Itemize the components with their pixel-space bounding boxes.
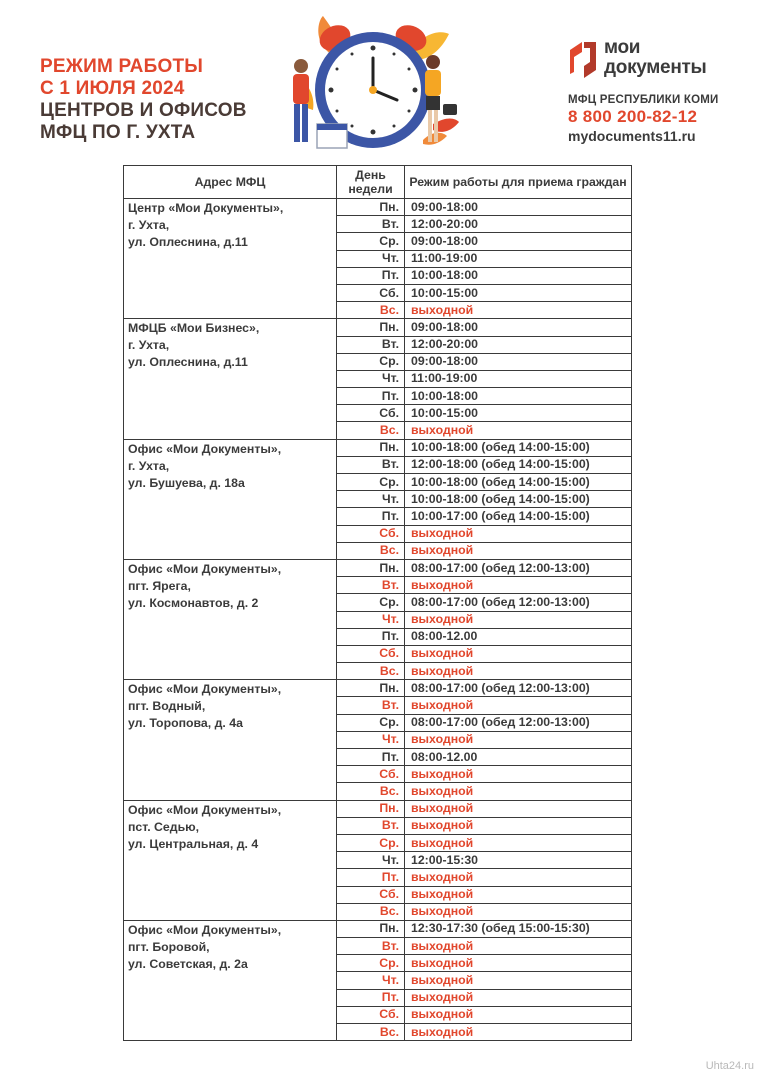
weekday-cell: Ср. xyxy=(337,955,405,972)
working-hours-cell: 12:00-20:00 xyxy=(405,216,632,233)
weekday-cell: Пн. xyxy=(337,680,405,697)
weekday-cell: Ср. xyxy=(337,353,405,370)
day-off-cell: выходной xyxy=(405,731,632,748)
day-off-cell: выходной xyxy=(405,577,632,594)
weekday-cell: Вт. xyxy=(337,577,405,594)
weekday-cell: Пн. xyxy=(337,439,405,456)
day-off-cell: выходной xyxy=(405,663,632,680)
brand-name-line2: документы xyxy=(604,57,707,78)
working-hours-cell: 12:30-17:30 (обед 15:00-15:30) xyxy=(405,920,632,937)
working-hours-cell: 10:00-18:00 (обед 14:00-15:00) xyxy=(405,491,632,508)
weekday-cell: Ср. xyxy=(337,594,405,611)
working-hours-cell: 10:00-18:00 (обед 14:00-15:00) xyxy=(405,474,632,491)
day-off-cell: выходной xyxy=(405,834,632,851)
phone-number: 8 800 200-82-12 xyxy=(568,107,698,126)
office-address: Офис «Мои Документы», пгт. Водный, ул. Торопова, д. 4а xyxy=(124,680,337,800)
day-off-cell: выходной xyxy=(405,525,632,542)
table-row xyxy=(124,439,632,456)
weekday-cell: Чт. xyxy=(337,731,405,748)
working-hours-cell: 10:00-15:00 xyxy=(405,284,632,301)
weekday-cell: Вт. xyxy=(337,336,405,353)
title-line-2: С 1 ИЮЛЯ 2024 xyxy=(40,78,185,99)
weekday-cell: Ср. xyxy=(337,834,405,851)
working-hours-cell: 11:00-19:00 xyxy=(405,370,632,387)
weekday-cell: Пт. xyxy=(337,628,405,645)
day-off-cell: выходной xyxy=(405,938,632,955)
working-hours-cell: 10:00-15:00 xyxy=(405,405,632,422)
working-hours-cell: 09:00-18:00 xyxy=(405,353,632,370)
weekday-cell: Чт. xyxy=(337,250,405,267)
weekday-cell: Вт. xyxy=(337,938,405,955)
weekday-cell: Сб. xyxy=(337,645,405,662)
brand-name-line1: мои xyxy=(604,37,641,58)
office-address: Офис «Мои Документы», г. Ухта, ул. Бушуева, д. 18а xyxy=(124,439,337,559)
weekday-cell: Пн. xyxy=(337,559,405,576)
working-hours-cell: 08:00-17:00 (обед 12:00-13:00) xyxy=(405,559,632,576)
weekday-cell: Вс. xyxy=(337,903,405,920)
office-address: Офис «Мои Документы», пгт. Ярега, ул. Космонавтов, д. 2 xyxy=(124,559,337,679)
weekday-cell: Сб. xyxy=(337,766,405,783)
weekday-cell: Вт. xyxy=(337,817,405,834)
weekday-cell: Пн. xyxy=(337,920,405,937)
office-address: Офис «Мои Документы», пст. Седью, ул. Центральная, д. 4 xyxy=(124,800,337,920)
day-off-cell: выходной xyxy=(405,800,632,817)
contacts xyxy=(568,94,758,144)
working-hours-cell: 12:00-18:00 (обед 14:00-15:00) xyxy=(405,456,632,473)
weekday-cell: Чт. xyxy=(337,972,405,989)
working-hours-cell: 10:00-18:00 xyxy=(405,388,632,405)
weekday-cell: Пт. xyxy=(337,388,405,405)
title-line-1: РЕЖИМ РАБОТЫ xyxy=(40,56,204,77)
title-line-3: ЦЕНТРОВ И ОФИСОВ xyxy=(40,100,247,121)
day-off-cell: выходной xyxy=(405,1006,632,1023)
working-hours-cell: 08:00-12.00 xyxy=(405,628,632,645)
weekday-cell: Пн. xyxy=(337,319,405,336)
weekday-cell: Пн. xyxy=(337,800,405,817)
working-hours-cell: 08:00-17:00 (обед 12:00-13:00) xyxy=(405,680,632,697)
day-off-cell: выходной xyxy=(405,817,632,834)
schedule-body xyxy=(124,199,632,1041)
working-hours-cell: 08:00-12.00 xyxy=(405,749,632,766)
table-row xyxy=(124,800,632,817)
working-hours-cell: 08:00-17:00 (обед 12:00-13:00) xyxy=(405,714,632,731)
brand-logo xyxy=(566,38,756,88)
weekday-cell: Вс. xyxy=(337,302,405,319)
weekday-cell: Пт. xyxy=(337,869,405,886)
brand-name xyxy=(604,38,706,78)
working-hours-cell: 09:00-18:00 xyxy=(405,199,632,216)
watermark: Uhta24.ru xyxy=(705,1060,754,1072)
weekday-cell: Чт. xyxy=(337,852,405,869)
working-hours-cell: 10:00-18:00 xyxy=(405,267,632,284)
day-off-cell: выходной xyxy=(405,766,632,783)
weekday-cell: Вт. xyxy=(337,697,405,714)
weekday-cell: Пт. xyxy=(337,749,405,766)
day-off-cell: выходной xyxy=(405,783,632,800)
working-hours-cell: 09:00-18:00 xyxy=(405,319,632,336)
working-hours-cell: 12:00-20:00 xyxy=(405,336,632,353)
weekday-cell: Ср. xyxy=(337,474,405,491)
page-title xyxy=(40,56,300,144)
title-line-4: МФЦ ПО Г. УХТА xyxy=(40,122,196,143)
office-address: Центр «Мои Документы», г. Ухта, ул. Оплеснина, д.11 xyxy=(124,199,337,319)
day-off-cell: выходной xyxy=(405,1024,632,1041)
table-row xyxy=(124,319,632,336)
table-header-row xyxy=(124,166,632,199)
weekday-cell: Вт. xyxy=(337,456,405,473)
table-row xyxy=(124,680,632,697)
header-hours: Режим работы для приема граждан xyxy=(405,166,632,199)
weekday-cell: Пт. xyxy=(337,989,405,1006)
header-day: День недели xyxy=(337,166,405,199)
weekday-cell: Чт. xyxy=(337,491,405,508)
day-off-cell: выходной xyxy=(405,972,632,989)
office-address: МФЦБ «Мои Бизнес», г. Ухта, ул. Оплеснина, д.11 xyxy=(124,319,337,439)
weekday-cell: Чт. xyxy=(337,370,405,387)
logo-icon xyxy=(566,40,600,80)
working-hours-cell: 10:00-17:00 (обед 14:00-15:00) xyxy=(405,508,632,525)
schedule-table xyxy=(123,165,632,1041)
day-off-cell: выходной xyxy=(405,989,632,1006)
weekday-cell: Сб. xyxy=(337,525,405,542)
weekday-cell: Пт. xyxy=(337,508,405,525)
weekday-cell: Вс. xyxy=(337,422,405,439)
weekday-cell: Вс. xyxy=(337,542,405,559)
day-off-cell: выходной xyxy=(405,955,632,972)
header-address: Адрес МФЦ xyxy=(124,166,337,199)
day-off-cell: выходной xyxy=(405,645,632,662)
weekday-cell: Сб. xyxy=(337,886,405,903)
weekday-cell: Вс. xyxy=(337,663,405,680)
day-off-cell: выходной xyxy=(405,422,632,439)
weekday-cell: Пт. xyxy=(337,267,405,284)
working-hours-cell: 10:00-18:00 (обед 14:00-15:00) xyxy=(405,439,632,456)
working-hours-cell: 12:00-15:30 xyxy=(405,852,632,869)
working-hours-cell: 08:00-17:00 (обед 12:00-13:00) xyxy=(405,594,632,611)
weekday-cell: Вс. xyxy=(337,1024,405,1041)
weekday-cell: Вт. xyxy=(337,216,405,233)
office-address: Офис «Мои Документы», пгт. Боровой, ул. Советская, д. 2а xyxy=(124,920,337,1040)
weekday-cell: Сб. xyxy=(337,1006,405,1023)
weekday-cell: Сб. xyxy=(337,284,405,301)
working-hours-cell: 11:00-19:00 xyxy=(405,250,632,267)
table-row xyxy=(124,199,632,216)
brand-subtitle: МФЦ РЕСПУБЛИКИ КОМИ xyxy=(568,94,719,106)
weekday-cell: Ср. xyxy=(337,714,405,731)
table-row xyxy=(124,920,632,937)
working-hours-cell: 09:00-18:00 xyxy=(405,233,632,250)
day-off-cell: выходной xyxy=(405,886,632,903)
day-off-cell: выходной xyxy=(405,869,632,886)
day-off-cell: выходной xyxy=(405,697,632,714)
day-off-cell: выходной xyxy=(405,611,632,628)
day-off-cell: выходной xyxy=(405,542,632,559)
weekday-cell: Ср. xyxy=(337,233,405,250)
weekday-cell: Пн. xyxy=(337,199,405,216)
clock-illustration xyxy=(283,12,463,154)
table-row xyxy=(124,559,632,576)
weekday-cell: Сб. xyxy=(337,405,405,422)
weekday-cell: Чт. xyxy=(337,611,405,628)
day-off-cell: выходной xyxy=(405,903,632,920)
weekday-cell: Вс. xyxy=(337,783,405,800)
day-off-cell: выходной xyxy=(405,302,632,319)
website-url: mydocuments11.ru xyxy=(568,128,696,144)
